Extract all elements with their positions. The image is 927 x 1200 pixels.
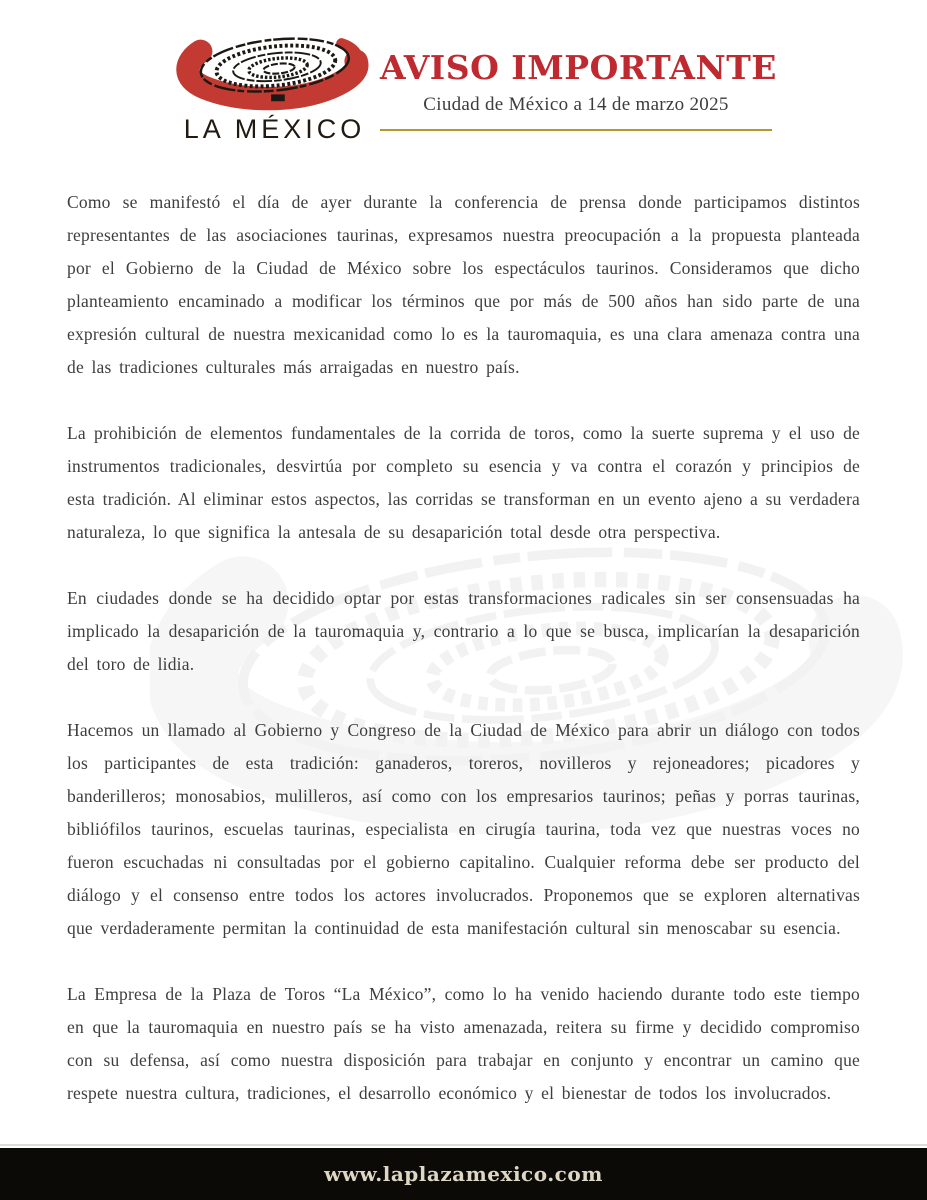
brand-wordmark: LA MÉXICO [183,114,366,144]
body-paragraph: La prohibición de elementos fundamentales de la corrida de toros, como la suerte suprema y el uso de instrumentos tradicionales, desvirtúa por completo su esencia y va contra el corazón y principios de esta tradición. Al eliminar estos aspectos, las corridas se transforman en un evento ajeno a su verdadera naturaleza, lo que significa la antesala de su desaparición total desde otra perspectiva. [67,423,860,542]
body-paragraph: Como se manifestó el día de ayer durante la conferencia de prensa donde participamos distintos representantes de las asociaciones taurinas, expresamos nuestra preocupación a la propuesta planteada por el Gobierno de la Ciudad de México sobre los espectáculos taurinos. Consideramos que dicho planteamiento encaminado a modificar los términos que por más de 500 años han sido parte de una expresión cultural de nuestra mexicanidad como lo es la tauromaquia, es una clara amenaza contra una de las tradiciones culturales más arraigadas en nuestro país. [67,192,860,377]
logo-block [172,24,377,145]
footer-bar [0,1148,927,1200]
gold-divider [380,129,772,131]
body-paragraph: Hacemos un llamado al Gobierno y Congreso de la Ciudad de México para abrir un diálogo con todos los participantes de esta tradición: ganaderos, toreros, novilleros y rejoneadores; picadores y banderilleros; monosabios, mulilleros, así como con los empresarios taurinos; peñas y porras taurinas, bibliófilos taurinos, escuelas taurinas, especialista en cirugía taurina, toda vez que nuestras voces no fueron escuchadas ni consultadas por el gobierno capitalino. Cualquier reforma debe ser producto del diálogo y el consenso entre todos los actores involucrados. Proponemos que se exploren alternativas que verdaderamente permitan la continuidad de esta manifestación cultural sin menoscabar su esencia. [67,720,860,938]
bullring-logo-icon [175,24,375,112]
notice-title: AVISO IMPORTANTE [380,48,777,87]
body-paragraph: La Empresa de la Plaza de Toros “La México”, como lo ha venido haciendo durante todo este tiempo en que la tauromaquia en nuestro país se ha visto amenazada, reitera su firme y decidido compromiso con su defensa, así como nuestra disposición para trabajar en conjunto y encontrar un camino que respete nuestra cultura, tradiciones, el desarrollo económico y el bienestar de todos los involucrados. [67,984,860,1103]
title-block [380,48,777,131]
dateline: Ciudad de México a 14 de marzo 2025 [423,94,729,115]
header [0,0,927,170]
website-url: www.laplazamexico.com [324,1162,603,1186]
footer-divider [0,1144,927,1146]
body-paragraph: En ciudades donde se ha decidido optar por estas transformaciones radicales sin ser consensuadas ha implicado la desaparición de la tauromaquia y, contrario a lo que se busca, implicarían la desaparición del toro de lidia. [67,588,860,674]
notice-body [67,186,860,1143]
